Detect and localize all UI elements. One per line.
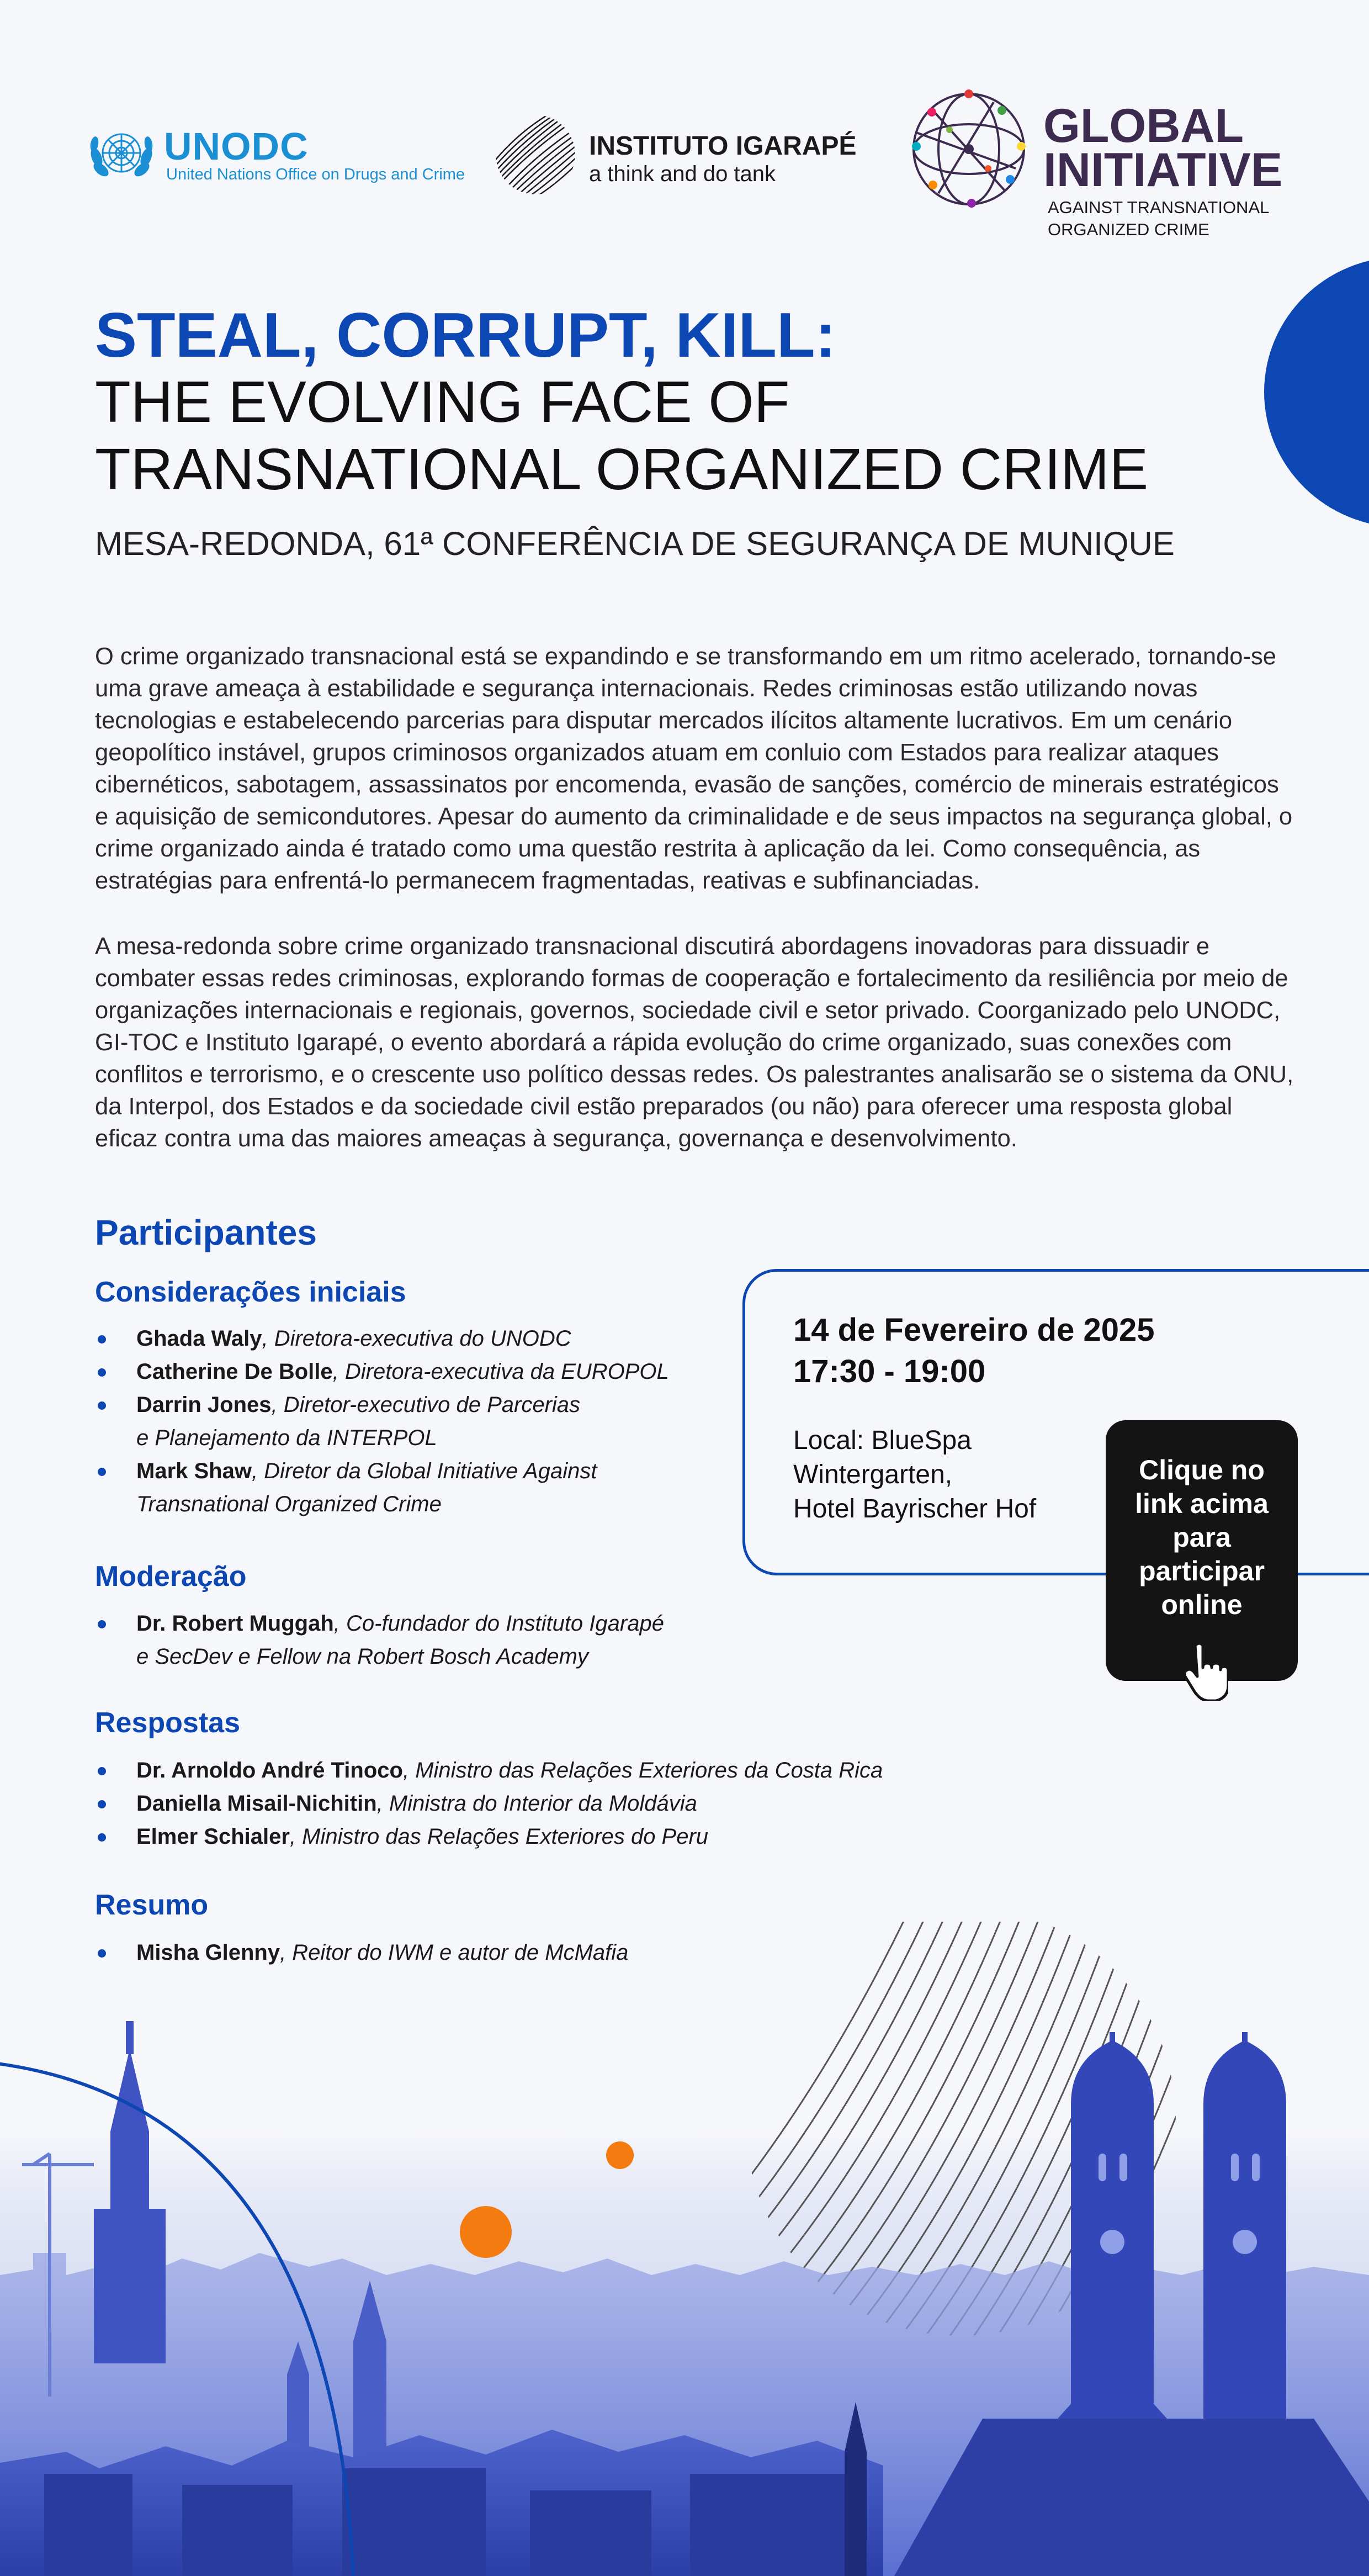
cta-line: link acima: [1135, 1488, 1269, 1519]
cta-line: Clique no: [1139, 1454, 1265, 1485]
un-emblem-icon: [86, 124, 157, 185]
orange-dot-decoration: [460, 2206, 512, 2258]
participants-heading: Participantes: [95, 1213, 317, 1252]
igarape-mark-icon: [494, 113, 577, 196]
page-title: [95, 369, 1148, 504]
list-item: [97, 1820, 883, 1853]
description-paragraph: A mesa-redonda sobre crime organizado transnacional discutirá abordagens inovadoras para dissuadir e combater essas redes criminosas, explorando formas de cooperação e fortalecimento da resiliência por meio de organizações internacionais e regionais, governos, sociedade civil e setor privado. Coorganizado pelo UNODC, GI-TOC e Instituto Igarapé, o evento abordará a rápida evolução do crime organizado, suas conexões com conflitos e terrorismo, e o crescente uso político dessas redes. Os palestrantes analisarão se o sistema da ONU, da Interpol, dos Estados e da sociedade civil estão preparados (ou não) para oferecer uma resposta global eficaz contra uma das maiores ameaças à segurança, governança e desenvolvimento.: [95, 933, 1294, 1152]
person-role: , Ministro das Relações Exteriores da Costa Rica: [402, 1758, 883, 1782]
person-name: Misha Glenny: [136, 1940, 280, 1965]
person-name: Dr. Arnoldo André Tinoco: [136, 1758, 403, 1782]
person-role: , Diretora-executiva do UNODC: [262, 1326, 571, 1351]
list-item: [97, 1355, 669, 1388]
person-role-cont: e SecDev e Fellow na Robert Bosch Academy: [136, 1644, 588, 1669]
opening-remarks-list: [97, 1322, 669, 1521]
person-role: , Diretor da Global Initiative Against: [251, 1459, 597, 1483]
cta-line: para: [1172, 1522, 1231, 1553]
gi-sub-line2: ORGANIZED CRIME: [1048, 220, 1209, 239]
unodc-name: UNODC: [164, 125, 309, 168]
person-name: Catherine De Bolle: [136, 1360, 333, 1384]
network-globe-icon: [905, 86, 1032, 213]
person-name: Ghada Waly: [136, 1326, 262, 1351]
venue-line: Hotel Bayrischer Hof: [793, 1494, 1037, 1524]
list-item: [97, 1607, 664, 1673]
event-venue: [793, 1424, 1036, 1526]
event-subtitle: MESA-REDONDA, 61ª CONFERÊNCIA DE SEGURANÇA DE MUNIQUE: [95, 525, 1175, 562]
person-role: , Ministra do Interior da Moldávia: [376, 1791, 697, 1816]
global-initiative-logo: [905, 86, 1308, 246]
opening-remarks-heading: Considerações iniciais: [95, 1276, 406, 1308]
list-item: [97, 1454, 669, 1521]
person-role: , Diretora-executiva da EUROPOL: [332, 1360, 669, 1384]
igarape-tagline: a think and do tank: [589, 162, 776, 186]
summary-heading: Resumo: [95, 1889, 209, 1921]
event-date: 14 de Fevereiro de 2025: [793, 1312, 1155, 1348]
gi-name-line1: GLOBAL: [1043, 99, 1244, 152]
unodc-logo: [86, 124, 465, 185]
gi-sub-line1: AGAINST TRANSNATIONAL: [1048, 198, 1270, 217]
person-role: , Diretor-executivo de Parcerias: [271, 1393, 581, 1417]
title-highlight: STEAL, CORRUPT, KILL:: [95, 300, 836, 371]
list-item: [97, 1754, 883, 1787]
person-name: Mark Shaw: [136, 1459, 252, 1483]
igarape-logo: [494, 113, 869, 199]
person-role-cont: Transnational Organized Crime: [136, 1492, 442, 1516]
moderation-heading: Moderação: [95, 1561, 247, 1593]
gi-name-line2: INITIATIVE: [1043, 144, 1283, 197]
person-role: , Co-fundador do Instituto Igarapé: [333, 1611, 664, 1636]
cta-line: online: [1161, 1589, 1243, 1620]
person-name: Darrin Jones: [136, 1393, 272, 1417]
munich-skyline-illustration: [0, 1922, 1369, 2576]
venue-line: Local: BlueSpa: [793, 1426, 972, 1455]
person-role-cont: e Planejamento da INTERPOL: [136, 1426, 437, 1450]
list-item: [97, 1787, 883, 1820]
responses-list: [97, 1754, 883, 1853]
moderation-list: [97, 1607, 664, 1673]
responses-heading: Respostas: [95, 1707, 240, 1739]
title-line3: TRANSNATIONAL ORGANIZED CRIME: [95, 436, 1149, 502]
orange-dot-decoration: [606, 2141, 634, 2169]
venue-line: Wintergarten,: [793, 1460, 953, 1489]
list-item: [97, 1322, 669, 1355]
person-role: , Ministro das Relações Exteriores do Peru: [289, 1824, 709, 1849]
cta-line: participar: [1139, 1556, 1265, 1586]
title-line2: THE EVOLVING FACE OF: [95, 369, 790, 435]
intro-paragraph: O crime organizado transnacional está se expandindo e se transformando em um ritmo acelerado, tornando-se uma grave ameaça à estabilidade e segurança internacionais. Redes criminosas estão utilizando novas tecnologias e estabelecendo parcerias para disputar mercados ilícitos altamente lucrativos. Em um cenário geopolítico instável, grupos criminosos organizados atuam em conluio com Estados para realizar ataques cibernéticos, sabotagem, assassinatos por encomenda, evasão de sanções, comércio de minerais estratégicos e aquisição de semicondutores. Apesar do aumento da criminalidade e de seus impactos na segurança global, o crime organizado ainda é tratado como uma questão restrita à aplicação da lei. Como consequência, as estratégias para enfrentá-lo permanecem fragmentadas, reativas e subfinanciadas.: [95, 643, 1293, 894]
event-time: 17:30 - 19:00: [793, 1353, 986, 1389]
list-item: [97, 1388, 669, 1454]
person-name: Elmer Schialer: [136, 1824, 290, 1849]
person-name: Dr. Robert Muggah: [136, 1611, 334, 1636]
pointer-hand-icon: [1179, 1640, 1228, 1701]
person-role: , Reitor do IWM e autor de McMafia: [280, 1940, 629, 1965]
person-name: Daniella Misail-Nichitin: [136, 1791, 377, 1816]
unodc-subtitle: United Nations Office on Drugs and Crime: [166, 166, 465, 183]
igarape-name: INSTITUTO IGARAPÉ: [589, 131, 857, 161]
decorative-blue-circle: [1264, 257, 1369, 527]
